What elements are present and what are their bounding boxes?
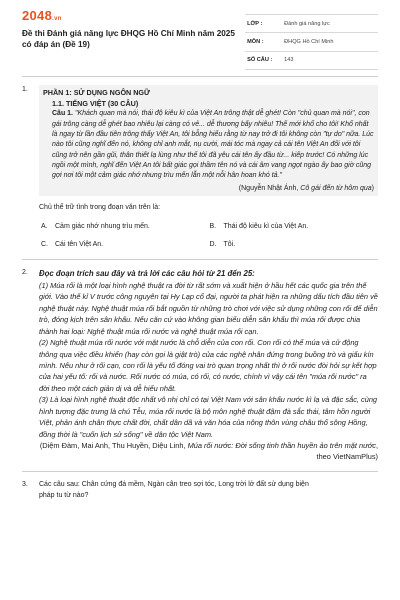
question-number: 2. [22,269,28,277]
option-letter: B. [209,223,217,231]
question-separator [22,259,378,260]
header-divider [22,76,378,77]
passage-paragraph: (3) Là loại hình nghệ thuật độc nhất vô nhị chỉ có tại Việt Nam với sân khấu nước kì lạ và đặc sắc, cùng hình tượng đặc trưng là chú Tễu, múa rối nước là bộ môn nghệ thuật đậm đà sắc thái, tâm hồn người Việt, phản ánh chân thực chất đời, chất dân dã và văn hóa của nông thôn vùng châu thổ sông Hồng, đồng thời là "cuốn lịch sử sống" về dân tộc Việt Nam. [39,395,378,439]
option-d[interactable] [210,240,379,250]
question-label: Câu 1. [52,110,74,118]
option-b[interactable] [210,222,379,232]
section-heading: 1.1. TIẾNG VIỆT (30 CÂU) [52,99,139,109]
passage-source [39,440,378,462]
brand-block [22,8,245,70]
passage-paragraph: (2) Nghệ thuật múa rối nước với mặt nước là chỗ diễn của con rối. Con rối có thể múa và cử động thông qua việc điều khiển (hay còn gọi là giật trò) của các nghệ nhân đứng trong buồng trò và giấu kín mình. Nếu như ở rối cạn, con rối là yếu tố đóng vai trò quan trọng nhất thì ở rối nước đòi hỏi sự kết hợp của hai yếu tố: rối và nước. Rối nước có múa, có rối, có nước, chính vì vậy cái tên "múa rối nước" ra đời theo một cách giản dị và dễ hiểu nhất. [39,338,377,393]
header [22,0,378,70]
meta-row-subject [245,33,378,51]
question-3 [22,480,378,502]
source-publisher: , theo VietNamPlus) [316,441,378,462]
citation-end: ) [371,184,374,192]
meta-row-count [245,51,378,69]
option-letter: D. [209,241,217,249]
part-heading: PHẦN 1: SỬ DỤNG NGÔN NGỮ [43,88,150,97]
reading-heading: Đọc đoạn trích sau đây và trả lời các câu hỏi từ 21 đến 25: [39,269,255,279]
question-2 [22,268,378,462]
option-text: Cảm giác nhớ nhung trìu mến. [55,223,150,231]
option-text: Tôi. [223,241,236,249]
answer-options [39,222,378,250]
passage-body: "Khách quan mà nói, thái độ kiêu kì của Việt An trông thật dễ ghét! Còn "chủ quan mà nói", con gái trông càng dễ ghét bao nhiêu lại càng có vẻ... dễ thương bấy nhiêu! Thế mới khổ cho tôi! Khổ nhất là ngay từ lần đầu tiên trông thấy Việt An, tôi bỗng hiểu rằng từ nay trở đi tôi không còn "tự do" nữa. Lúc nào tôi cũng nghĩ đến nó, không chỉ anh mắt, nụ cười, mái tóc mà ngay cả cái tên Việt An đối với tôi cũng trở nên gần gũi, thân thiết lạ lùng như thể tôi đã yêu cái tên ấy đầu từ... kiếp trước! Có những lúc ngồi một mình, nghĩ đến Việt An tôi bất giác gọi thầm tên nó và cái âm vang ngọt ngào ấy bao giờ cũng gợi nơi tôi một cảm giác nhớ nhung trìu mến lẫn một nỗi hân hoan khó tả." [52,110,374,180]
option-letter: A. [41,223,48,231]
option-a[interactable] [41,222,210,232]
citation-work: Cô gái đến từ hôm qua [300,184,372,192]
source-authors: (Diệm Đàm, Mai Anh, Thu Huyền, Diệu Linh, [39,441,188,451]
option-c[interactable] [41,240,210,250]
meta-key: SỐ CÂU : [245,51,282,69]
meta-key: LỚP : [245,15,282,33]
meta-row-class [245,15,378,33]
option-text: Cái tên Việt An. [55,241,104,249]
meta-value: 143 [282,51,378,69]
question-1 [22,85,378,250]
question-number: 3. [22,481,28,489]
question-1-passage-box [39,85,378,196]
reading-passage [39,280,378,441]
citation-author: (Nguyễn Nhật Ánh, [238,184,301,192]
passage-text [43,109,374,182]
option-letter: C. [41,241,48,249]
question-prompt: Chủ thể trữ tình trong đoạn văn trên là: [39,203,161,211]
citation [43,184,374,194]
exam-meta-table [245,14,378,70]
logo-suffix: .vn [52,16,62,22]
option-text: Thái độ kiêu kì của Việt An. [223,223,309,231]
logo-text: 2048 [22,8,53,23]
source-title: Múa rối nước: Đời sống tinh thần huyền ảo trên mặt nước [187,441,376,451]
passage-paragraph: (1) Múa rối là một loại hình nghệ thuật ra đời từ rất sớm và xuất hiện ở hầu hết các quốc gia trên thế giới. Vào thế kỉ V trước công nguyên tại Hy Lạp cổ đại, người ta phát hiện ra những dấu tích đầu tiên về nghệ thuật này. Nghệ thuật múa rối bắt nguồn từ những trò chơi với việc sử dụng những con rối để diễn trò, đóng kịch trên sân khấu. Nếu căn cứ vào không gian biểu diễn sân khấu thì múa rối được chia thành hai loại: Nghệ thuật múa rối nước và nghệ thuật múa rối cạn. [39,280,378,336]
meta-value: ĐHQG Hồ Chí Minh [282,33,378,51]
question-3-text: Các câu sau: Chân cứng đá mềm, Ngàn cân treo sợi tóc, Long trời lở đất sử dụng biện pháp tu từ nào? [39,481,309,500]
exam-title: Đề thi Đánh giá năng lực ĐHQG Hồ Chí Minh năm 2025 có đáp án (Đề 19) [22,28,235,50]
question-separator [22,471,378,472]
site-logo[interactable] [22,8,245,24]
meta-value: Đánh giá năng lực [282,15,378,33]
meta-key: MÔN : [245,33,282,51]
question-number: 1. [22,86,28,93]
